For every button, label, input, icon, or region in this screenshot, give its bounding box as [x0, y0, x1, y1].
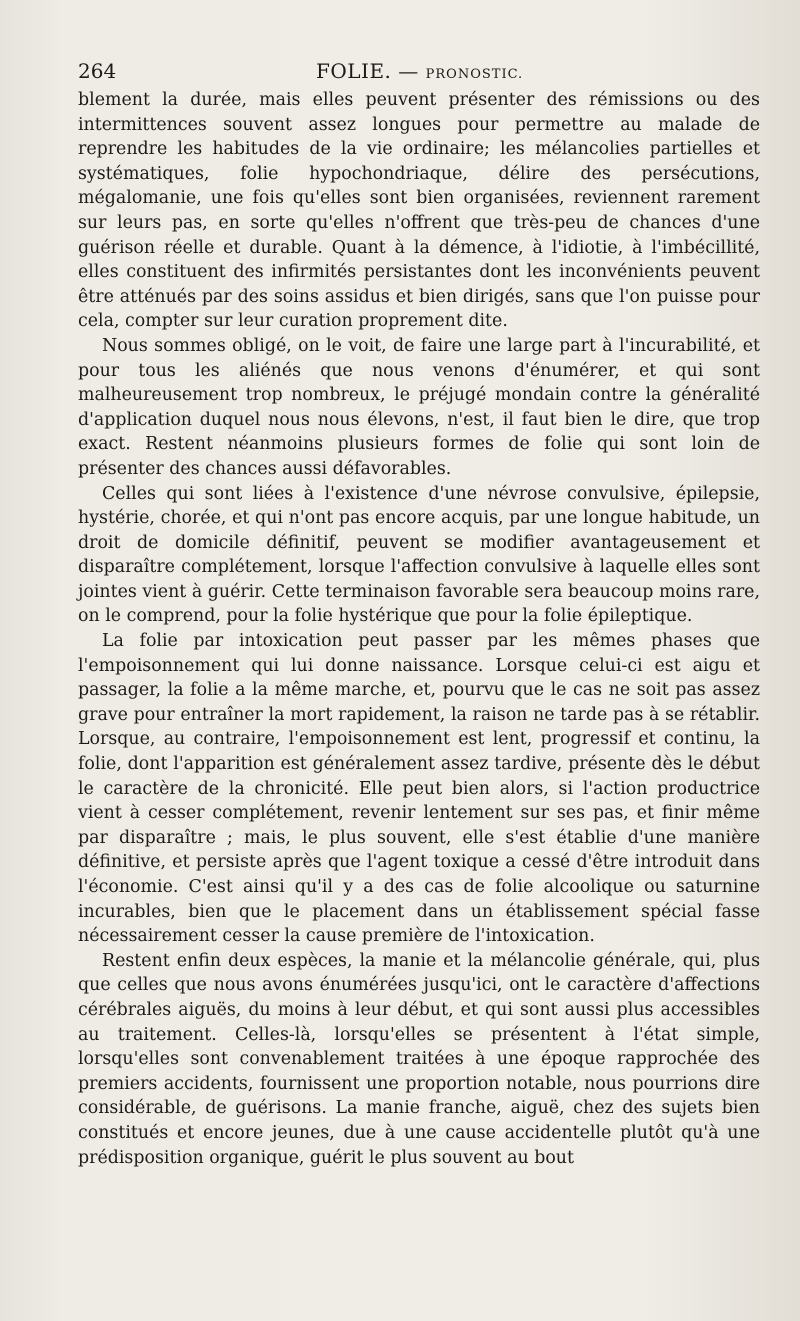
paragraph-intoxication: La folie par intoxication peut passer par les mêmes phases que l'empoisonnement qui lui donne naissance. Lorsque celui-ci est aigu et passager, la folie a la même marche, et, pourvu que le cas ne soit pas assez grave pour entraîner la mort rapidement, la raison ne tarde pas à se rétablir. Lorsque, au contraire, l'empoisonnement est lent, progressif et continu, la folie, dont l'apparition est généralement assez tardive, présente dès le début le caractère de la chronicité. Elle peut bien alors, si l'action productrice vient à cesser complétement, revenir lentement sur ses pas, et finir même par disparaître ; mais, le plus souvent, elle s'est établie d'une manière définitive, et persiste après que l'agent toxique a cessé d'être introduit dans l'économie. C'est ainsi qu'il y a des cas de folie alcoolique ou saturnine incurables, bien que le placement dans un établissement spécial fasse nécessairement cesser la cause première de l'intoxication.: [78, 631, 760, 947]
body-text: [78, 88, 760, 1170]
page-header: [78, 56, 758, 86]
running-head: [316, 56, 523, 90]
paragraph-convulsive-neurosis: Celles qui sont liées à l'existence d'une névrose convulsive, épilepsie, hystérie, chorée, et qui n'ont pas encore acquis, par une longue habitude, un droit de domicile définitif, peuvent se modifier avantageusement et disparaître complétement, lorsque l'affection convulsive à laquelle elles sont jointes vient à guérir. Cette terminaison favorable sera beaucoup moins rare, on le comprend, pour la folie hystérique que pour la folie épileptique.: [78, 483, 760, 627]
section-title: PRONOSTIC.: [425, 67, 524, 82]
paragraph-continued: blement la durée, mais elles peuvent présenter des rémissions ou des intermittences souvent assez longues pour permettre au malade de reprendre les habitudes de la vie ordinaire; les mélancolies partielles et systématiques, folie hypochondriaque, délire des persécutions, mégalomanie, une fois qu'elles sont bien organisées, reviennent rarement sur leurs pas, en sorte qu'elles n'offrent que très-peu de chances d'une guérison réelle et durable. Quant à la démence, à l'idiotie, à l'imbécillité, elles constituent des infirmités persistantes dont les inconvénients peuvent être atténués par des soins assidus et bien dirigés, sans que l'on puisse pour cela, compter sur leur curation proprement dite.: [78, 90, 760, 332]
title-separator: —: [391, 59, 426, 83]
paragraph-mania-melancholia: Restent enfin deux espèces, la manie et la mélancolie générale, qui, plus que celles que nous avons énumérées jusqu'ici, ont le caractère d'affections cérébrales aiguës, du moins à leur début, et qui sont aussi plus accessibles au traitement. Celles-là, lorsqu'elles se présentent à l'état simple, lorsqu'elles sont convenablement traitées à une époque rapprochée des premiers accidents, fournissent une proportion notable, nous pourrions dire considérable, de guérisons. La manie franche, aiguë, chez des sujets bien constitués et encore jeunes, due à une cause accidentelle plutôt qu'à une prédisposition organique, guérit le plus souvent au bout: [78, 950, 760, 1168]
paragraph-incurability: Nous sommes obligé, on le voit, de faire une large part à l'incurabilité, et pour tous les aliénés que nous venons d'énumérer, et qui sont malheureusement trop nombreux, le préjugé mondain contre la généralité d'application duquel nous nous élevons, n'est, il faut bien le dire, que trop exact. Restent néanmoins plusieurs formes de folie qui sont loin de présenter des chances aussi défavorables.: [78, 335, 760, 479]
running-title: FOLIE.: [316, 59, 392, 83]
page-number: 264: [78, 59, 117, 83]
